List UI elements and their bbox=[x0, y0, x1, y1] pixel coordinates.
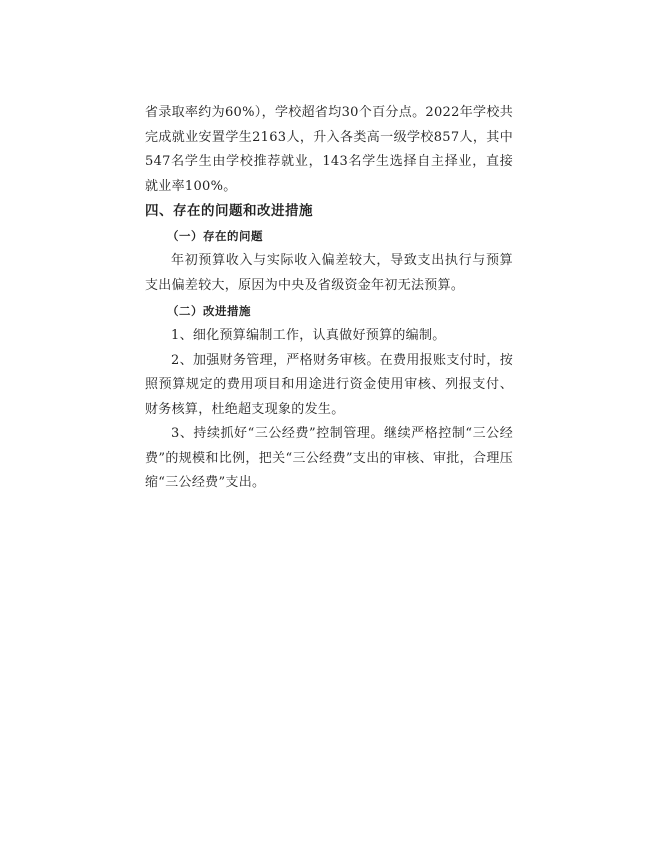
paragraph-employment-stats: 省录取率约为60%），学校超省均30个百分点。2022年学校共完成就业安置学生2163人，升入各类高一级学校857人，其中547名学生由学校推荐就业，143名学生选择自主择业，直接就业率100%。 bbox=[145, 105, 513, 194]
subheading-improvement-measures: （二）改进措施 bbox=[167, 304, 251, 318]
paragraph-measure-3: 3、持续抓好“三公经费”控制管理。继续严格控制“三公经费”的规模和比例，把关“三公经费”支出的审核、审批，合理压缩“三公经费”支出。 bbox=[145, 426, 513, 490]
paragraph-budget-deviation: 年初预算收入与实际收入偏差较大，导致支出执行与预算支出偏差较大，原因为中央及省级资金年初无法预算。 bbox=[145, 253, 513, 293]
document-body bbox=[145, 101, 513, 496]
subheading-existing-problems: （一）存在的问题 bbox=[167, 229, 263, 243]
section-heading-problems-and-improvements: 四、存在的问题和改进措施 bbox=[145, 203, 313, 219]
paragraph-measure-2: 2、加强财务管理，严格财务审核。在费用报账支付时，按照预算规定的费用项目和用途进行资金使用审核、列报支付、财务核算，杜绝超支现象的发生。 bbox=[145, 352, 513, 417]
paragraph-measure-1: 1、细化预算编制工作，认真做好预算的编制。 bbox=[171, 328, 446, 343]
